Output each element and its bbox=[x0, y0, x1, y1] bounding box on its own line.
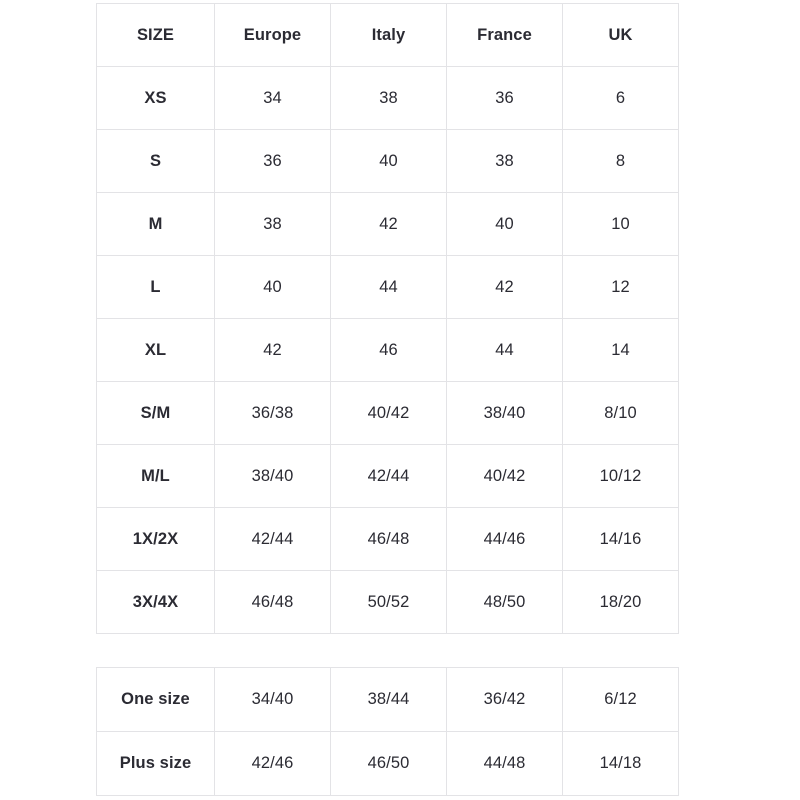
cell-france: 44/48 bbox=[447, 732, 563, 796]
cell-france: 40/42 bbox=[447, 445, 563, 508]
cell-uk: 10 bbox=[563, 193, 679, 256]
row-label: M bbox=[97, 193, 215, 256]
secondary-size-table bbox=[96, 667, 679, 796]
cell-uk: 10/12 bbox=[563, 445, 679, 508]
cell-uk: 6 bbox=[563, 67, 679, 130]
table-row bbox=[97, 445, 679, 508]
cell-france: 38/40 bbox=[447, 382, 563, 445]
column-header-france: France bbox=[447, 4, 563, 67]
cell-europe: 36 bbox=[215, 130, 331, 193]
table-row bbox=[97, 67, 679, 130]
table-row bbox=[97, 732, 679, 796]
row-label: S bbox=[97, 130, 215, 193]
cell-uk: 14/18 bbox=[563, 732, 679, 796]
cell-italy: 46/48 bbox=[331, 508, 447, 571]
table-row bbox=[97, 256, 679, 319]
row-label: S/M bbox=[97, 382, 215, 445]
cell-europe: 38 bbox=[215, 193, 331, 256]
cell-france: 40 bbox=[447, 193, 563, 256]
cell-italy: 46 bbox=[331, 319, 447, 382]
column-header-uk: UK bbox=[563, 4, 679, 67]
row-label: One size bbox=[97, 668, 215, 732]
row-label: XL bbox=[97, 319, 215, 382]
cell-uk: 8/10 bbox=[563, 382, 679, 445]
cell-italy: 38 bbox=[331, 67, 447, 130]
cell-italy: 40 bbox=[331, 130, 447, 193]
table-row bbox=[97, 668, 679, 732]
cell-italy: 38/44 bbox=[331, 668, 447, 732]
cell-europe: 34 bbox=[215, 67, 331, 130]
cell-france: 44/46 bbox=[447, 508, 563, 571]
row-label: M/L bbox=[97, 445, 215, 508]
cell-france: 42 bbox=[447, 256, 563, 319]
cell-france: 48/50 bbox=[447, 571, 563, 634]
cell-italy: 44 bbox=[331, 256, 447, 319]
cell-france: 36 bbox=[447, 67, 563, 130]
primary-size-table bbox=[96, 3, 679, 634]
cell-europe: 36/38 bbox=[215, 382, 331, 445]
cell-europe: 42/46 bbox=[215, 732, 331, 796]
row-label: L bbox=[97, 256, 215, 319]
cell-france: 44 bbox=[447, 319, 563, 382]
table-row bbox=[97, 193, 679, 256]
table-row bbox=[97, 571, 679, 634]
cell-uk: 18/20 bbox=[563, 571, 679, 634]
secondary-size-table-wrapper bbox=[96, 667, 678, 796]
cell-europe: 46/48 bbox=[215, 571, 331, 634]
table-row bbox=[97, 130, 679, 193]
row-label: 3X/4X bbox=[97, 571, 215, 634]
cell-europe: 40 bbox=[215, 256, 331, 319]
table-row bbox=[97, 382, 679, 445]
cell-europe: 34/40 bbox=[215, 668, 331, 732]
cell-uk: 14/16 bbox=[563, 508, 679, 571]
cell-uk: 14 bbox=[563, 319, 679, 382]
cell-italy: 42 bbox=[331, 193, 447, 256]
primary-size-table-wrapper bbox=[96, 3, 678, 634]
cell-europe: 42 bbox=[215, 319, 331, 382]
cell-europe: 42/44 bbox=[215, 508, 331, 571]
cell-europe: 38/40 bbox=[215, 445, 331, 508]
column-header-italy: Italy bbox=[331, 4, 447, 67]
column-header-europe: Europe bbox=[215, 4, 331, 67]
cell-italy: 50/52 bbox=[331, 571, 447, 634]
table-header-row bbox=[97, 4, 679, 67]
row-label: 1X/2X bbox=[97, 508, 215, 571]
cell-uk: 8 bbox=[563, 130, 679, 193]
secondary-table-body bbox=[97, 668, 679, 796]
row-label: XS bbox=[97, 67, 215, 130]
cell-uk: 6/12 bbox=[563, 668, 679, 732]
primary-table-body bbox=[97, 67, 679, 634]
cell-france: 36/42 bbox=[447, 668, 563, 732]
cell-uk: 12 bbox=[563, 256, 679, 319]
column-header-size: SIZE bbox=[97, 4, 215, 67]
cell-france: 38 bbox=[447, 130, 563, 193]
table-row bbox=[97, 508, 679, 571]
cell-italy: 42/44 bbox=[331, 445, 447, 508]
table-row bbox=[97, 319, 679, 382]
row-label: Plus size bbox=[97, 732, 215, 796]
cell-italy: 46/50 bbox=[331, 732, 447, 796]
cell-italy: 40/42 bbox=[331, 382, 447, 445]
primary-table-head bbox=[97, 4, 679, 67]
